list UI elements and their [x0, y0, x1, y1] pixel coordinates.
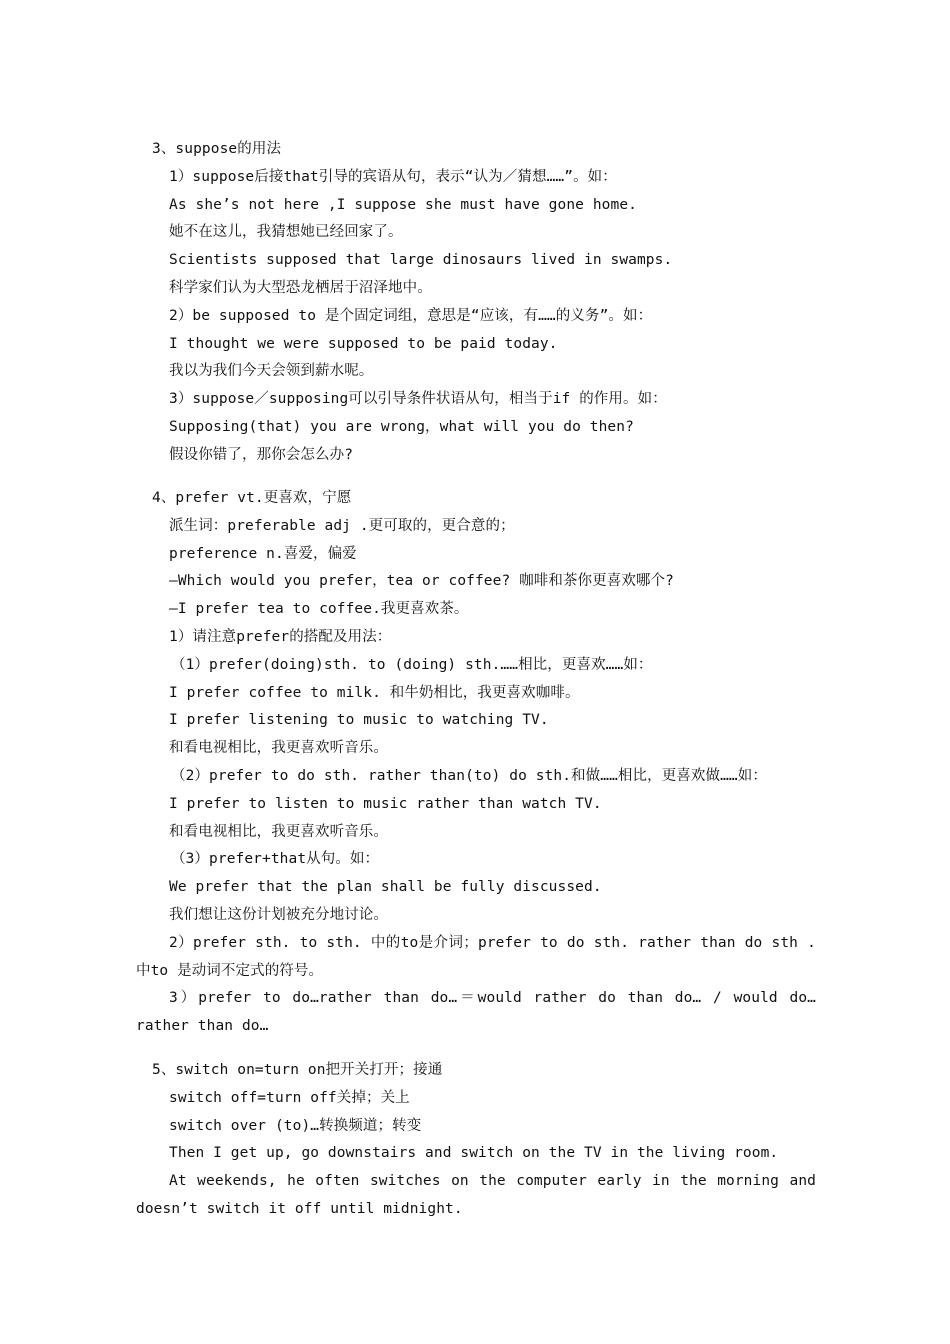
translation-line: 假设你错了，那你会怎么办?: [169, 446, 354, 463]
section-suppose: [136, 136, 816, 470]
text-line: （1）prefer(doing)sth. to (doing) sth.……相比，更喜欢……如：: [171, 656, 653, 673]
example-sentence: I prefer coffee to milk. 和牛奶相比，我更喜欢咖啡。: [169, 684, 580, 701]
example-sentence: I thought we were supposed to be paid today.: [169, 335, 558, 352]
section-heading: 3、suppose的用法: [152, 141, 282, 157]
translation-line: 我们想让这份计划被充分地讨论。: [169, 906, 388, 923]
text-line: 1）请注意prefer的搭配及用法：: [169, 628, 392, 645]
example-sentence: Supposing(that) you are wrong，what will you do then?: [169, 418, 634, 435]
dialogue-line: —I prefer tea to coffee.我更喜欢茶。: [169, 601, 469, 618]
note-line: 中to 是动词不定式的符号。: [136, 962, 324, 979]
translation-line: 她不在这儿，我猜想她已经回家了。: [169, 224, 403, 241]
note-line: 2）prefer sth. to sth. 中的to是介词；prefer to do sth. rather than do sth .: [169, 934, 816, 951]
text-line: 1）suppose后接that引导的宾语从句，表示“认为／猜想……”。如：: [169, 168, 617, 185]
text-line: preference n.喜爱，偏爱: [169, 545, 357, 562]
text-line: switch off=turn off关掉；关上: [169, 1089, 410, 1106]
note-line: rather than do…: [136, 1018, 269, 1035]
text-line: 派生词：preferable adj .更可取的，更合意的；: [169, 517, 515, 534]
translation-line: 和看电视相比，我更喜欢听音乐。: [169, 740, 388, 757]
text-line: switch over (to)…转换频道；转变: [169, 1117, 422, 1134]
section-heading: 5、switch on=turn on把开关打开；接通: [152, 1062, 443, 1078]
section-prefer: [136, 485, 816, 1041]
text-line: 3）suppose／supposing可以引导条件状语从句，相当于if 的作用。如：: [169, 391, 667, 408]
text-line: （2）prefer to do sth. rather than(to) do sth.和做……相比，更喜欢做……如：: [171, 767, 767, 784]
translation-line: 科学家们认为大型恐龙栖居于沼泽地中。: [169, 279, 432, 296]
example-sentence: At weekends, he often switches on the computer early in the morning and: [169, 1173, 816, 1190]
text-line: 2）be supposed to 是个固定词组，意思是“应该，有……的义务”。如：: [169, 307, 653, 324]
text-line: （3）prefer+that从句。如：: [171, 851, 380, 868]
example-sentence: Scientists supposed that large dinosaurs lived in swamps.: [169, 252, 673, 269]
example-sentence: We prefer that the plan shall be fully discussed.: [169, 879, 602, 896]
translation-line: 和看电视相比，我更喜欢听音乐。: [169, 823, 388, 840]
translation-line: 我以为我们今天会领到薪水呢。: [169, 363, 374, 380]
example-sentence: I prefer to listen to music rather than watch TV.: [169, 795, 602, 812]
note-line: 3）prefer to do…rather than do…＝would rather do than do… / would do…: [169, 990, 816, 1007]
dialogue-line: —Which would you prefer，tea or coffee? 咖啡和茶你更喜欢哪个?: [169, 573, 674, 590]
section-heading: 4、prefer vt.更喜欢，宁愿: [152, 490, 352, 506]
example-sentence: I prefer listening to music to watching TV.: [169, 712, 549, 729]
section-switch: [136, 1057, 816, 1224]
example-sentence: Then I get up, go downstairs and switch on the TV in the living room.: [169, 1145, 779, 1162]
example-sentence: doesn’t switch it off until midnight.: [136, 1200, 463, 1217]
example-sentence: As she’s not here ,I suppose she must have gone home.: [169, 196, 637, 213]
